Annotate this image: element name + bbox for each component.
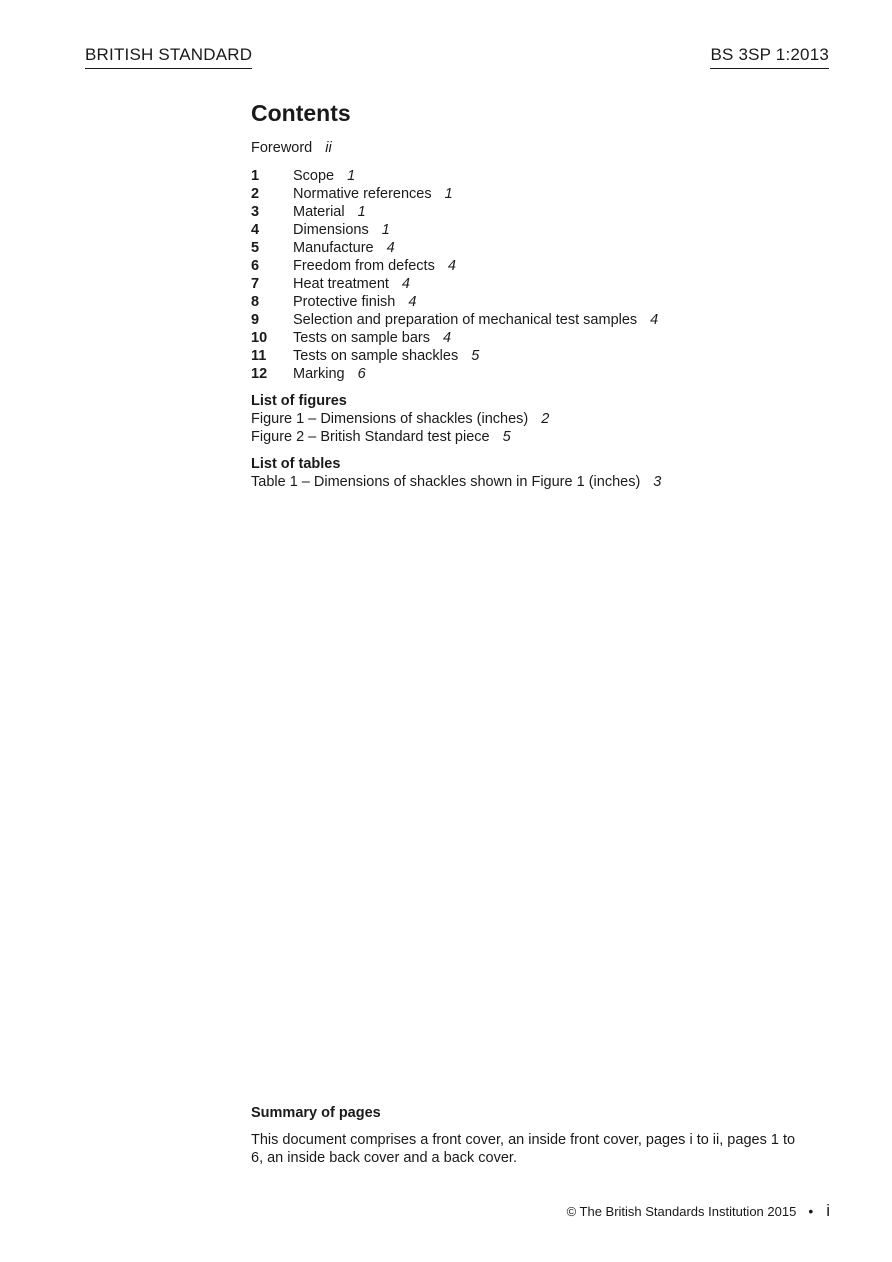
- toc-page-number: 4: [401, 276, 410, 292]
- toc-clause[interactable]: [251, 185, 831, 203]
- toc-page-number: 1: [347, 168, 356, 184]
- running-header-left: [85, 45, 252, 69]
- clause-number: 9: [251, 312, 260, 328]
- toc-page-number: 2: [541, 411, 550, 427]
- toc-figure[interactable]: [251, 410, 831, 428]
- clause-title: Tests on sample bars: [293, 330, 431, 346]
- clause-title: Material: [293, 204, 345, 220]
- toc-page-number: 4: [408, 294, 417, 310]
- toc-page-number: 5: [502, 429, 511, 445]
- toc-page-number: 6: [357, 366, 366, 382]
- contents-title: Contents: [251, 100, 351, 126]
- toc-foreword-label: Foreword: [251, 140, 313, 156]
- clause-title: Manufacture: [293, 240, 374, 256]
- table-title: Table 1 – Dimensions of shackles shown in Figure 1 (inches): [251, 474, 641, 490]
- toc-clause[interactable]: [251, 329, 831, 347]
- clause-number: 3: [251, 204, 260, 220]
- clause-number: 5: [251, 240, 260, 256]
- toc-clause[interactable]: [251, 365, 831, 383]
- toc-figure[interactable]: [251, 428, 831, 446]
- clause-title: Heat treatment: [293, 276, 389, 292]
- toc-clause[interactable]: [251, 293, 831, 311]
- bullet-separator: •: [808, 1203, 814, 1219]
- document-code: BS 3SP 1:2013: [710, 45, 829, 69]
- clause-title: Marking: [293, 366, 345, 382]
- figure-title: Figure 1 – Dimensions of shackles (inches): [251, 411, 529, 427]
- clause-title: Dimensions: [293, 222, 369, 238]
- clause-number: 8: [251, 294, 260, 310]
- clause-number: 2: [251, 186, 260, 202]
- toc-page-number: 4: [386, 240, 395, 256]
- toc-clause[interactable]: [251, 167, 831, 185]
- running-header-right: [710, 45, 829, 69]
- toc-clause[interactable]: [251, 311, 831, 329]
- toc-page-number: 4: [650, 312, 659, 328]
- clause-number: 10: [251, 330, 268, 346]
- toc-clause[interactable]: [251, 347, 831, 365]
- clause-number: 12: [251, 366, 268, 382]
- header-title: BRITISH STANDARD: [85, 45, 252, 69]
- clause-number: 1: [251, 168, 260, 184]
- toc-page-number: 1: [444, 186, 453, 202]
- toc-page-number: 3: [653, 474, 662, 490]
- toc-clause[interactable]: [251, 275, 831, 293]
- toc-clause[interactable]: [251, 239, 831, 257]
- clause-number: 7: [251, 276, 260, 292]
- toc-clause[interactable]: [251, 221, 831, 239]
- toc-page-number: 5: [471, 348, 480, 364]
- clause-title: Tests on sample shackles: [293, 348, 459, 364]
- clause-title: Selection and preparation of mechanical test samples: [293, 312, 638, 328]
- clause-number: 4: [251, 222, 260, 238]
- page-number: i: [826, 1201, 830, 1220]
- summary-of-pages: [251, 1104, 811, 1167]
- toc-clause-list: [251, 167, 831, 383]
- toc-foreword[interactable]: [251, 139, 831, 157]
- clause-title: Normative references: [293, 186, 432, 202]
- toc-page-number: 4: [447, 258, 456, 274]
- toc-clause[interactable]: [251, 203, 831, 221]
- toc-page-number: 1: [381, 222, 390, 238]
- copyright-notice: © The British Standards Institution 2015: [566, 1203, 797, 1219]
- toc-page-number: 1: [357, 204, 366, 220]
- figures-heading: List of figures: [251, 393, 347, 409]
- page-footer: [567, 1201, 830, 1221]
- clause-title: Freedom from defects: [293, 258, 435, 274]
- clause-number: 6: [251, 258, 260, 274]
- clause-title: Scope: [293, 168, 335, 184]
- tables-heading: List of tables: [251, 456, 341, 472]
- toc-clause[interactable]: [251, 257, 831, 275]
- toc-page-number: ii: [325, 140, 332, 156]
- summary-text: This document comprises a front cover, an inside front cover, pages i to ii, pages 1 to 6, an inside back cover and a back cover.: [251, 1132, 796, 1166]
- contents-section: [251, 99, 831, 491]
- figure-title: Figure 2 – British Standard test piece: [251, 429, 490, 445]
- clause-title: Protective finish: [293, 294, 396, 310]
- toc-page-number: 4: [443, 330, 452, 346]
- clause-number: 11: [251, 348, 267, 364]
- summary-title: Summary of pages: [251, 1105, 381, 1121]
- toc-table[interactable]: [251, 473, 831, 491]
